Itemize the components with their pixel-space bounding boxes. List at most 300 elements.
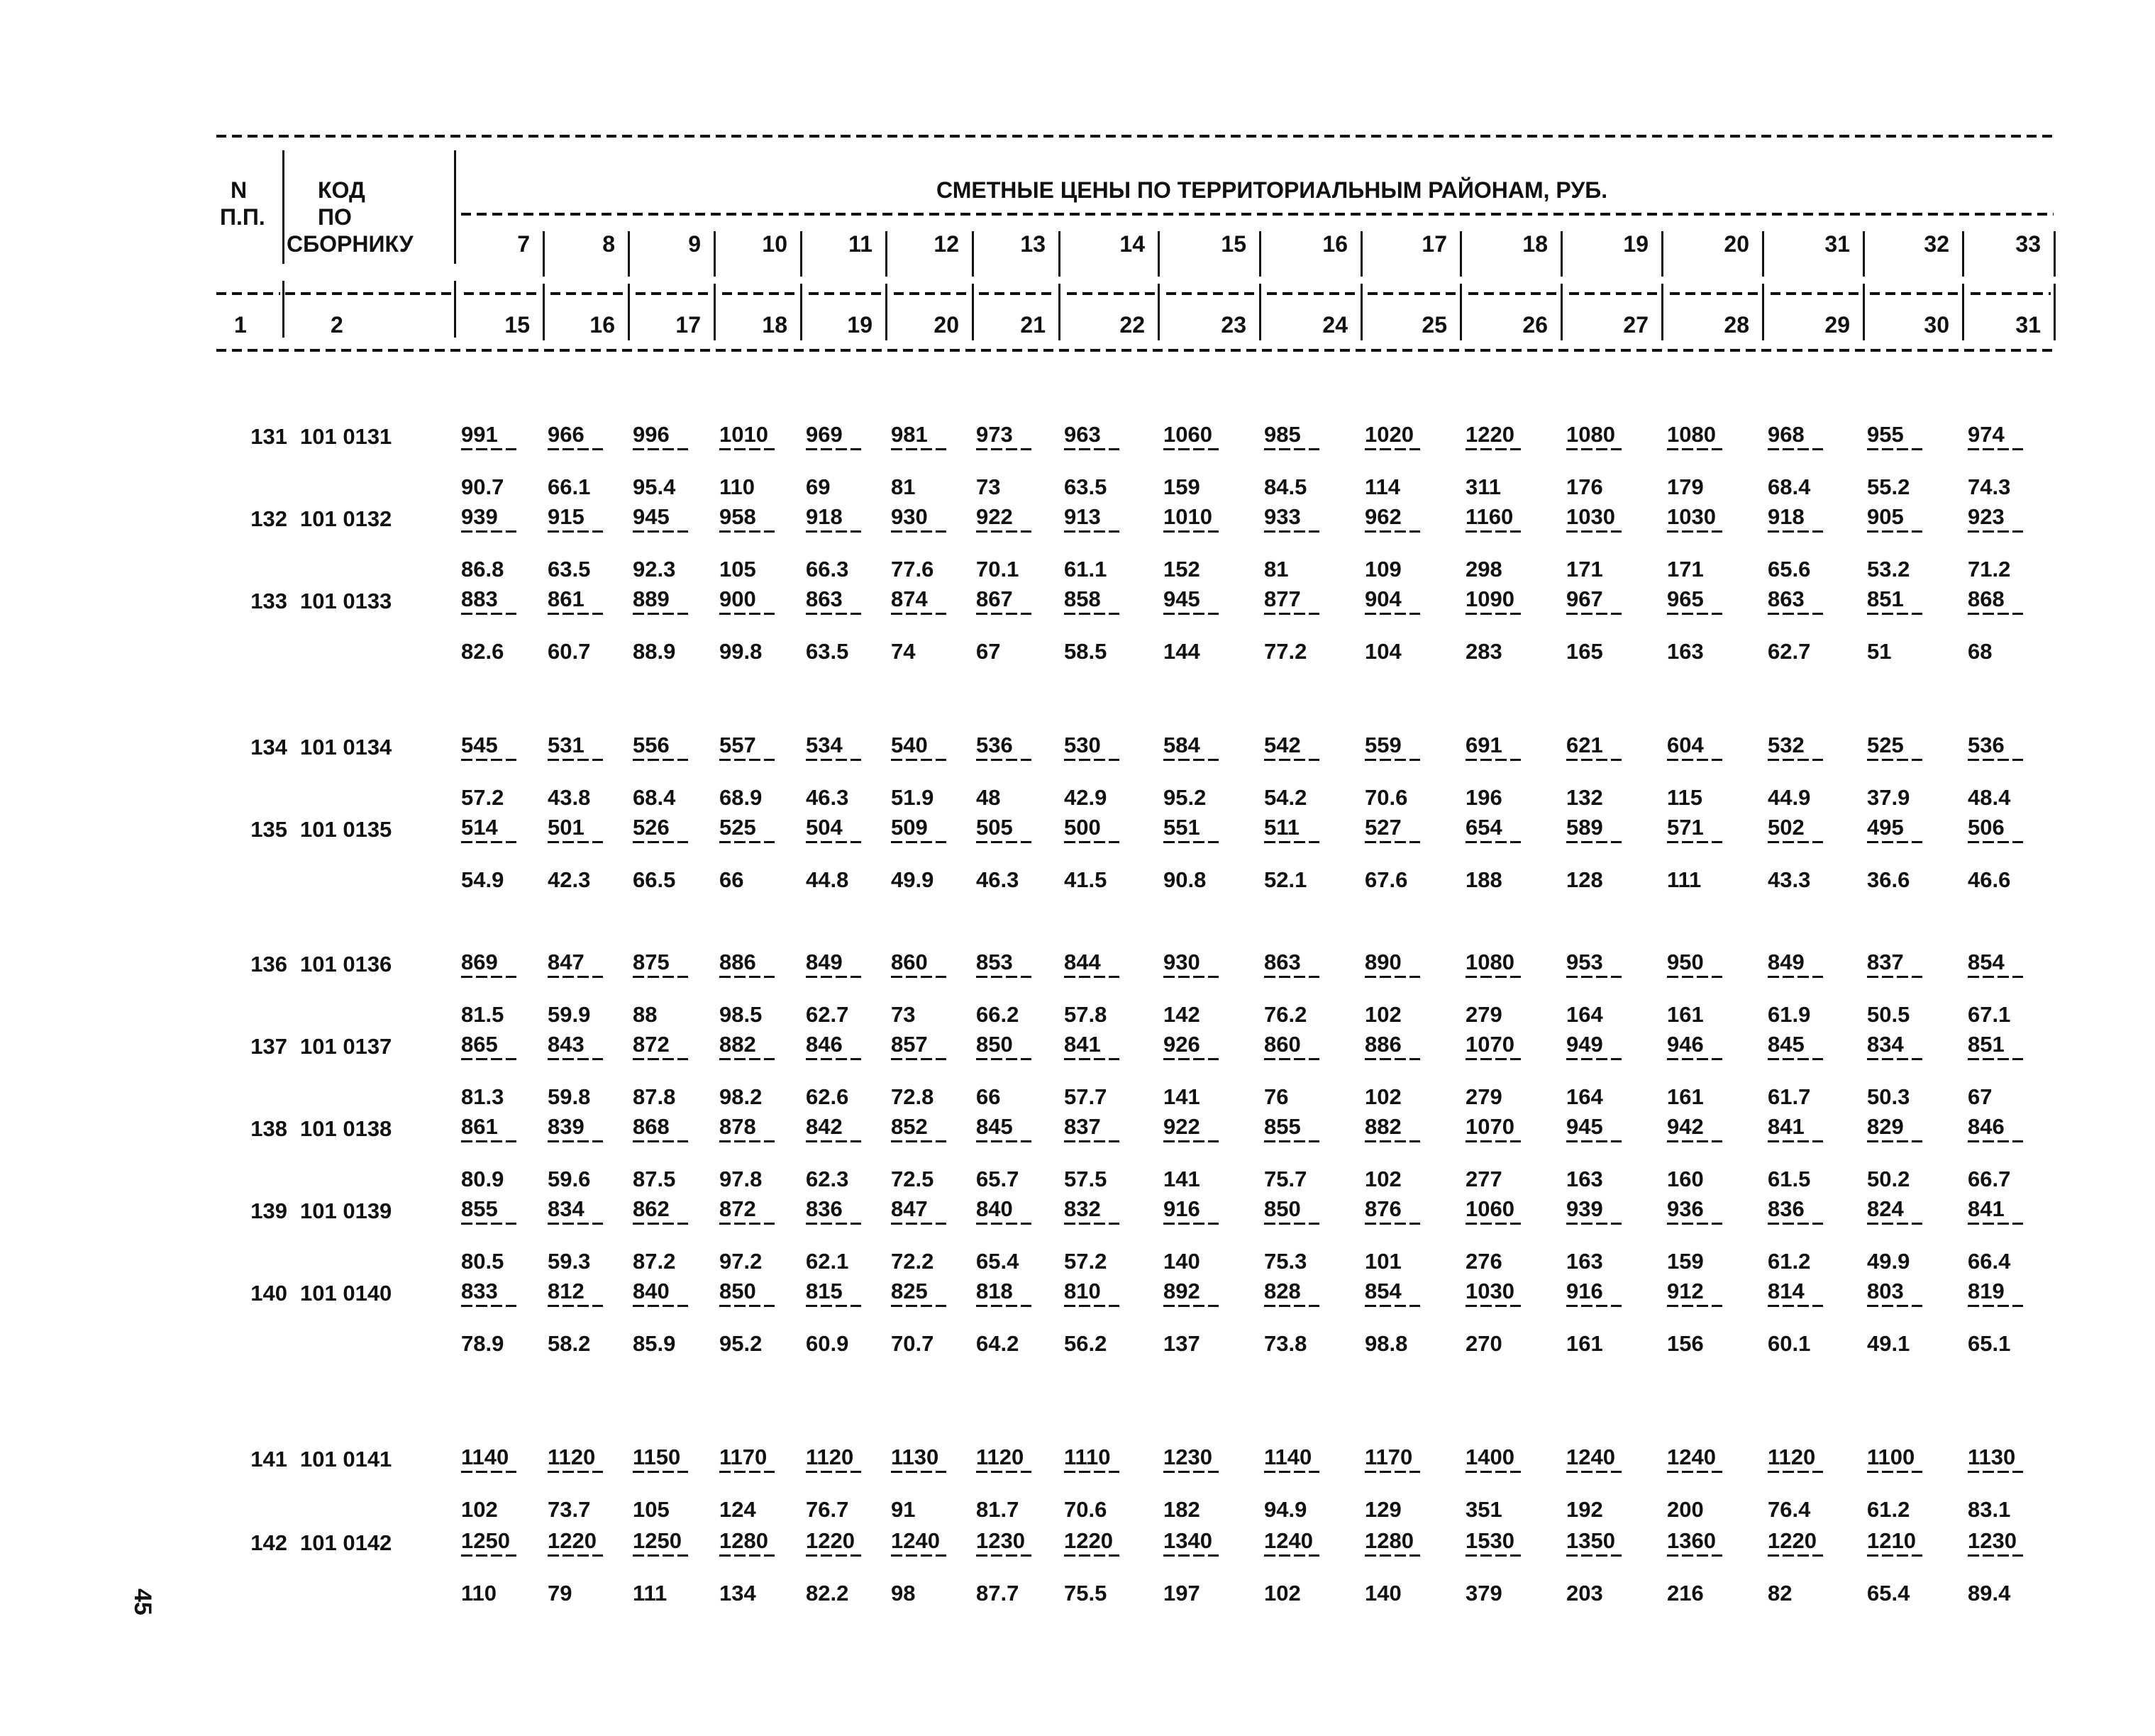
price-cell bbox=[976, 1113, 1031, 1193]
fraction-bar bbox=[1064, 976, 1119, 978]
price-sub-value: 77.6 bbox=[891, 557, 934, 582]
fraction-bar bbox=[891, 613, 946, 615]
row-code: 101 0136 bbox=[300, 952, 392, 976]
price-value: 654 bbox=[1466, 815, 1502, 840]
price-sub-value: 71.2 bbox=[1968, 557, 2011, 582]
price-sub-value: 102 bbox=[1365, 1167, 1402, 1191]
price-cell bbox=[1867, 586, 1922, 665]
price-value: 1220 bbox=[806, 1528, 855, 1553]
price-sub-value: 171 bbox=[1667, 557, 1704, 582]
col-index-2: 2 bbox=[331, 312, 343, 338]
row-code: 101 0139 bbox=[300, 1198, 392, 1223]
price-value: 1160 bbox=[1466, 504, 1514, 529]
fraction-bar bbox=[976, 1140, 1031, 1142]
region-11: 11 bbox=[848, 231, 872, 257]
price-sub-value: 351 bbox=[1466, 1497, 1502, 1522]
price-value: 930 bbox=[1163, 950, 1200, 974]
price-sub-value: 43.3 bbox=[1768, 867, 1811, 892]
price-value: 945 bbox=[1566, 1114, 1603, 1139]
fraction-bar bbox=[1867, 841, 1922, 843]
price-value: 945 bbox=[1163, 586, 1200, 611]
price-sub-value: 81.5 bbox=[461, 1002, 504, 1027]
price-value: 892 bbox=[1163, 1279, 1200, 1303]
price-sub-value: 163 bbox=[1667, 639, 1704, 664]
price-sub-value: 66.3 bbox=[806, 557, 849, 582]
price-value: 922 bbox=[976, 504, 1013, 529]
price-sub-value: 81.7 bbox=[976, 1497, 1019, 1522]
price-sub-value: 89.4 bbox=[1968, 1581, 2011, 1606]
price-value: 500 bbox=[1064, 815, 1101, 840]
price-cell bbox=[806, 949, 861, 1028]
price-value: 1230 bbox=[1163, 1445, 1212, 1469]
price-cell bbox=[1163, 1528, 1219, 1607]
col-index-1: 1 bbox=[234, 312, 247, 338]
price-cell bbox=[548, 1444, 603, 1523]
fraction-bar bbox=[633, 1140, 688, 1142]
price-cell bbox=[1566, 1031, 1622, 1111]
fraction-bar bbox=[1163, 613, 1219, 615]
price-cell bbox=[1566, 586, 1622, 665]
price-cell bbox=[1566, 1528, 1622, 1607]
price-value: 904 bbox=[1365, 586, 1402, 611]
fraction-bar bbox=[1163, 1058, 1219, 1060]
price-value: 530 bbox=[1064, 733, 1101, 757]
price-sub-value: 51 bbox=[1867, 639, 1892, 664]
fraction-bar bbox=[633, 841, 688, 843]
price-cell bbox=[1466, 1113, 1521, 1193]
price-cell bbox=[891, 1196, 946, 1275]
fraction-bar bbox=[1264, 976, 1319, 978]
fraction-bar bbox=[633, 1305, 688, 1307]
price-value: 1240 bbox=[891, 1528, 940, 1553]
fraction-bar bbox=[1968, 1305, 2023, 1307]
price-cell bbox=[1768, 1444, 1823, 1523]
price-value: 965 bbox=[1667, 586, 1704, 611]
price-cell bbox=[633, 1196, 688, 1275]
price-value: 1150 bbox=[633, 1445, 681, 1469]
price-cell bbox=[1163, 949, 1219, 1028]
price-sub-value: 68.9 bbox=[719, 785, 763, 810]
price-cell bbox=[633, 1031, 688, 1111]
fraction-bar bbox=[719, 976, 775, 978]
price-value: 840 bbox=[633, 1279, 670, 1303]
fraction-bar bbox=[806, 448, 861, 450]
fraction-bar bbox=[1667, 976, 1722, 978]
price-cell bbox=[1466, 1196, 1521, 1275]
fraction-bar bbox=[633, 1223, 688, 1225]
price-sub-value: 61.7 bbox=[1768, 1084, 1811, 1109]
price-cell bbox=[1867, 1196, 1922, 1275]
price-value: 589 bbox=[1566, 815, 1603, 840]
price-value: 872 bbox=[719, 1196, 756, 1221]
fraction-bar bbox=[719, 759, 775, 761]
price-cell bbox=[1365, 1444, 1420, 1523]
price-value: 1140 bbox=[1264, 1445, 1312, 1469]
fraction-bar bbox=[1466, 448, 1521, 450]
price-cell bbox=[891, 503, 946, 583]
price-value: 810 bbox=[1064, 1279, 1101, 1303]
price-cell bbox=[1264, 1528, 1319, 1607]
region-20: 20 bbox=[1724, 231, 1749, 257]
price-cell bbox=[1365, 1031, 1420, 1111]
fraction-bar bbox=[1968, 1223, 2023, 1225]
price-cell bbox=[1163, 1444, 1219, 1523]
price-cell bbox=[1667, 586, 1722, 665]
fraction-bar bbox=[1867, 448, 1922, 450]
price-cell bbox=[1566, 1113, 1622, 1193]
price-sub-value: 44.8 bbox=[806, 867, 849, 892]
price-cell bbox=[633, 421, 688, 501]
price-value: 505 bbox=[976, 815, 1013, 840]
price-sub-value: 95.2 bbox=[1163, 785, 1207, 810]
price-value: 985 bbox=[1264, 422, 1301, 447]
fraction-bar bbox=[806, 1554, 861, 1557]
fraction-bar bbox=[1566, 613, 1622, 615]
col-index-24: 24 bbox=[1322, 312, 1348, 338]
price-value: 1280 bbox=[719, 1528, 768, 1553]
fraction-bar bbox=[548, 1305, 603, 1307]
price-value: 842 bbox=[806, 1114, 843, 1139]
price-cell bbox=[719, 1196, 775, 1275]
price-cell bbox=[806, 1196, 861, 1275]
price-cell bbox=[891, 949, 946, 1028]
price-value: 814 bbox=[1768, 1279, 1805, 1303]
price-cell bbox=[461, 949, 516, 1028]
price-value: 1220 bbox=[1064, 1528, 1113, 1553]
price-cell bbox=[1667, 421, 1722, 501]
price-value: 1140 bbox=[461, 1445, 509, 1469]
price-sub-value: 53.2 bbox=[1867, 557, 1910, 582]
header-top-rule bbox=[216, 135, 2054, 138]
fraction-bar bbox=[1264, 1554, 1319, 1557]
region-12: 12 bbox=[934, 231, 959, 257]
price-sub-value: 159 bbox=[1667, 1249, 1704, 1274]
price-sub-value: 68.4 bbox=[633, 785, 676, 810]
fraction-bar bbox=[1466, 1140, 1521, 1142]
price-value: 1120 bbox=[806, 1445, 854, 1469]
price-cell bbox=[1867, 421, 1922, 501]
price-sub-value: 50.5 bbox=[1867, 1002, 1910, 1027]
fraction-bar bbox=[1667, 448, 1722, 450]
price-value: 939 bbox=[1566, 1196, 1603, 1221]
region-15: 15 bbox=[1221, 231, 1246, 257]
price-sub-value: 114 bbox=[1365, 474, 1401, 499]
price-sub-value: 216 bbox=[1667, 1581, 1704, 1606]
price-sub-value: 66.7 bbox=[1968, 1167, 2011, 1191]
price-cell bbox=[1163, 503, 1219, 583]
price-value: 863 bbox=[1264, 950, 1301, 974]
price-sub-value: 86.8 bbox=[461, 557, 504, 582]
price-value: 850 bbox=[976, 1032, 1013, 1057]
price-sub-value: 60.9 bbox=[806, 1331, 849, 1356]
fraction-bar bbox=[1365, 1223, 1420, 1225]
price-value: 855 bbox=[1264, 1114, 1301, 1139]
price-cell bbox=[1867, 1031, 1922, 1111]
price-value: 818 bbox=[976, 1279, 1013, 1303]
price-value: 502 bbox=[1768, 815, 1805, 840]
price-value: 819 bbox=[1968, 1279, 2005, 1303]
row-label bbox=[227, 735, 392, 760]
price-cell bbox=[1264, 503, 1319, 583]
price-value: 974 bbox=[1968, 422, 2005, 447]
price-value: 1060 bbox=[1466, 1196, 1514, 1221]
fraction-bar bbox=[719, 1223, 775, 1225]
price-value: 860 bbox=[1264, 1032, 1301, 1057]
price-sub-value: 80.5 bbox=[461, 1249, 504, 1274]
price-value: 973 bbox=[976, 422, 1013, 447]
price-sub-value: 97.2 bbox=[719, 1249, 763, 1274]
price-cell bbox=[1667, 503, 1722, 583]
price-value: 852 bbox=[891, 1114, 928, 1139]
price-cell bbox=[548, 503, 603, 583]
fraction-bar bbox=[1968, 1554, 2023, 1557]
fraction-bar bbox=[976, 759, 1031, 761]
price-cell bbox=[1968, 421, 2023, 501]
price-value: 812 bbox=[548, 1279, 585, 1303]
row-code: 101 0135 bbox=[300, 817, 392, 842]
price-sub-value: 46.3 bbox=[806, 785, 849, 810]
row-number: 136 bbox=[250, 952, 287, 976]
price-cell bbox=[1264, 1278, 1319, 1357]
fraction-bar bbox=[1365, 1554, 1420, 1557]
price-sub-value: 48 bbox=[976, 785, 1001, 810]
header-bottom-rule bbox=[216, 349, 2054, 352]
fraction-bar bbox=[806, 976, 861, 978]
price-value: 844 bbox=[1064, 950, 1101, 974]
fraction-bar bbox=[1667, 1554, 1722, 1557]
col-index-23: 23 bbox=[1221, 312, 1246, 338]
price-cell bbox=[1064, 1278, 1119, 1357]
price-value: 621 bbox=[1566, 733, 1603, 757]
fraction-bar bbox=[806, 759, 861, 761]
fraction-bar bbox=[719, 841, 775, 843]
row-number: 140 bbox=[250, 1281, 287, 1306]
fraction-bar bbox=[548, 1471, 603, 1473]
fraction-bar bbox=[633, 759, 688, 761]
price-sub-value: 66 bbox=[976, 1084, 1001, 1109]
price-cell bbox=[719, 1278, 775, 1357]
fraction-bar bbox=[1968, 530, 2023, 533]
price-sub-value: 124 bbox=[719, 1497, 756, 1522]
price-sub-value: 61.1 bbox=[1064, 557, 1107, 582]
price-value: 851 bbox=[1867, 586, 1904, 611]
row-label bbox=[227, 1530, 392, 1556]
price-sub-value: 298 bbox=[1466, 557, 1502, 582]
price-value: 857 bbox=[891, 1032, 928, 1057]
price-value: 872 bbox=[633, 1032, 670, 1057]
price-sub-value: 379 bbox=[1466, 1581, 1502, 1606]
price-sub-value: 87.7 bbox=[976, 1581, 1019, 1606]
price-sub-value: 98 bbox=[891, 1581, 916, 1606]
fraction-bar bbox=[548, 1140, 603, 1142]
price-sub-value: 111 bbox=[1667, 867, 1702, 892]
col-index-20: 20 bbox=[934, 312, 959, 338]
price-sub-value: 73 bbox=[891, 1002, 916, 1027]
price-sub-value: 152 bbox=[1163, 557, 1200, 582]
price-value: 542 bbox=[1264, 733, 1301, 757]
price-cell bbox=[1768, 586, 1823, 665]
price-sub-value: 54.2 bbox=[1264, 785, 1307, 810]
price-sub-value: 102 bbox=[1365, 1002, 1402, 1027]
fraction-bar bbox=[1566, 448, 1622, 450]
fraction-bar bbox=[1163, 1223, 1219, 1225]
price-value: 1280 bbox=[1365, 1528, 1414, 1553]
price-sub-value: 36.6 bbox=[1867, 867, 1910, 892]
fraction-bar bbox=[891, 1554, 946, 1557]
fraction-bar bbox=[1163, 1471, 1219, 1473]
price-cell bbox=[1163, 421, 1219, 501]
price-cell bbox=[1566, 814, 1622, 894]
price-sub-value: 59.6 bbox=[548, 1167, 591, 1191]
fraction-bar bbox=[719, 1471, 775, 1473]
price-sub-value: 61.2 bbox=[1768, 1249, 1811, 1274]
price-value: 1530 bbox=[1466, 1528, 1514, 1553]
price-cell bbox=[1163, 1031, 1219, 1111]
price-sub-value: 203 bbox=[1566, 1581, 1603, 1606]
price-sub-value: 188 bbox=[1466, 867, 1502, 892]
price-cell bbox=[1667, 732, 1722, 811]
price-sub-value: 66 bbox=[719, 867, 744, 892]
fraction-bar bbox=[1768, 530, 1823, 533]
fraction-bar bbox=[1768, 1554, 1823, 1557]
col-index-22: 22 bbox=[1119, 312, 1145, 338]
price-value: 962 bbox=[1365, 504, 1402, 529]
price-sub-value: 42.3 bbox=[548, 867, 591, 892]
price-value: 953 bbox=[1566, 950, 1603, 974]
price-cell bbox=[1968, 1278, 2023, 1357]
price-value: 1170 bbox=[719, 1445, 768, 1469]
price-value: 841 bbox=[1064, 1032, 1101, 1057]
fraction-bar bbox=[548, 1554, 603, 1557]
price-value: 1080 bbox=[1566, 422, 1615, 447]
price-value: 829 bbox=[1867, 1114, 1904, 1139]
price-cell bbox=[976, 1278, 1031, 1357]
price-value: 1130 bbox=[891, 1445, 939, 1469]
price-sub-value: 163 bbox=[1566, 1167, 1603, 1191]
fraction-bar bbox=[461, 841, 516, 843]
price-value: 604 bbox=[1667, 733, 1704, 757]
fraction-bar bbox=[548, 976, 603, 978]
fraction-bar bbox=[1466, 1554, 1521, 1557]
price-cell bbox=[633, 1278, 688, 1357]
price-cell bbox=[633, 1528, 688, 1607]
fraction-bar bbox=[1768, 1471, 1823, 1473]
row-number: 133 bbox=[250, 589, 287, 613]
price-value: 525 bbox=[719, 815, 756, 840]
price-value: 939 bbox=[461, 504, 498, 529]
price-cell bbox=[976, 1528, 1031, 1607]
price-sub-value: 159 bbox=[1163, 474, 1200, 499]
price-value: 858 bbox=[1064, 586, 1101, 611]
price-cell bbox=[1667, 1031, 1722, 1111]
price-value: 882 bbox=[1365, 1114, 1402, 1139]
fraction-bar bbox=[1264, 448, 1319, 450]
price-sub-value: 171 bbox=[1566, 557, 1603, 582]
price-sub-value: 283 bbox=[1466, 639, 1502, 664]
price-sub-value: 62.7 bbox=[806, 1002, 849, 1027]
price-value: 836 bbox=[1768, 1196, 1805, 1221]
fraction-bar bbox=[719, 530, 775, 533]
price-value: 886 bbox=[1365, 1032, 1402, 1057]
price-cell bbox=[806, 586, 861, 665]
price-cell bbox=[1768, 732, 1823, 811]
price-value: 996 bbox=[633, 422, 670, 447]
price-sub-value: 82.2 bbox=[806, 1581, 849, 1606]
price-sub-value: 69 bbox=[806, 474, 831, 499]
price-sub-value: 65.4 bbox=[976, 1249, 1019, 1274]
price-sub-value: 81 bbox=[1264, 557, 1289, 582]
price-sub-value: 57.7 bbox=[1064, 1084, 1107, 1109]
price-value: 836 bbox=[806, 1196, 843, 1221]
price-cell bbox=[1365, 1196, 1420, 1275]
price-value: 1360 bbox=[1667, 1528, 1716, 1553]
price-sub-value: 179 bbox=[1667, 474, 1704, 499]
price-sub-value: 70.6 bbox=[1064, 1497, 1107, 1522]
price-sub-value: 70.1 bbox=[976, 557, 1019, 582]
row-number: 138 bbox=[250, 1116, 287, 1141]
price-value: 933 bbox=[1264, 504, 1301, 529]
row-label bbox=[227, 589, 392, 614]
fraction-bar bbox=[1365, 1140, 1420, 1142]
fraction-bar bbox=[1064, 759, 1119, 761]
price-sub-value: 87.8 bbox=[633, 1084, 676, 1109]
price-cell bbox=[1466, 814, 1521, 894]
price-value: 545 bbox=[461, 733, 498, 757]
price-sub-value: 59.3 bbox=[548, 1249, 591, 1274]
price-sub-value: 70.7 bbox=[891, 1331, 934, 1356]
price-sub-value: 192 bbox=[1566, 1497, 1603, 1522]
fraction-bar bbox=[1264, 1223, 1319, 1225]
price-cell bbox=[719, 732, 775, 811]
price-cell bbox=[891, 732, 946, 811]
price-sub-value: 59.8 bbox=[548, 1084, 591, 1109]
price-value: 916 bbox=[1566, 1279, 1603, 1303]
fraction-bar bbox=[1064, 1140, 1119, 1142]
fraction-bar bbox=[891, 1058, 946, 1060]
price-sub-value: 68.4 bbox=[1768, 474, 1811, 499]
price-sub-value: 132 bbox=[1566, 785, 1603, 810]
fraction-bar bbox=[1566, 1305, 1622, 1307]
row-label bbox=[227, 1281, 392, 1306]
fraction-bar bbox=[1163, 759, 1219, 761]
fraction-bar bbox=[461, 1554, 516, 1557]
price-sub-value: 111 bbox=[633, 1581, 667, 1606]
fraction-bar bbox=[1768, 1223, 1823, 1225]
price-cell bbox=[461, 1278, 516, 1357]
price-sub-value: 48.4 bbox=[1968, 785, 2011, 810]
price-sub-value: 88.9 bbox=[633, 639, 676, 664]
fraction-bar bbox=[1566, 841, 1622, 843]
price-sub-value: 76 bbox=[1264, 1084, 1289, 1109]
fraction-bar bbox=[1566, 1058, 1622, 1060]
price-value: 868 bbox=[633, 1114, 670, 1139]
price-value: 1030 bbox=[1466, 1279, 1514, 1303]
price-cell bbox=[1667, 1278, 1722, 1357]
fraction-bar bbox=[633, 613, 688, 615]
col-index-28: 28 bbox=[1724, 312, 1749, 338]
region-16: 16 bbox=[1322, 231, 1348, 257]
price-sub-value: 73.7 bbox=[548, 1497, 591, 1522]
fraction-bar bbox=[1867, 976, 1922, 978]
price-value: 1010 bbox=[719, 422, 768, 447]
price-cell bbox=[633, 503, 688, 583]
price-sub-value: 164 bbox=[1566, 1002, 1603, 1027]
price-cell bbox=[719, 421, 775, 501]
price-value: 1210 bbox=[1867, 1528, 1916, 1553]
price-sub-value: 102 bbox=[1264, 1581, 1301, 1606]
price-value: 1220 bbox=[548, 1528, 597, 1553]
price-sub-value: 52.1 bbox=[1264, 867, 1307, 892]
